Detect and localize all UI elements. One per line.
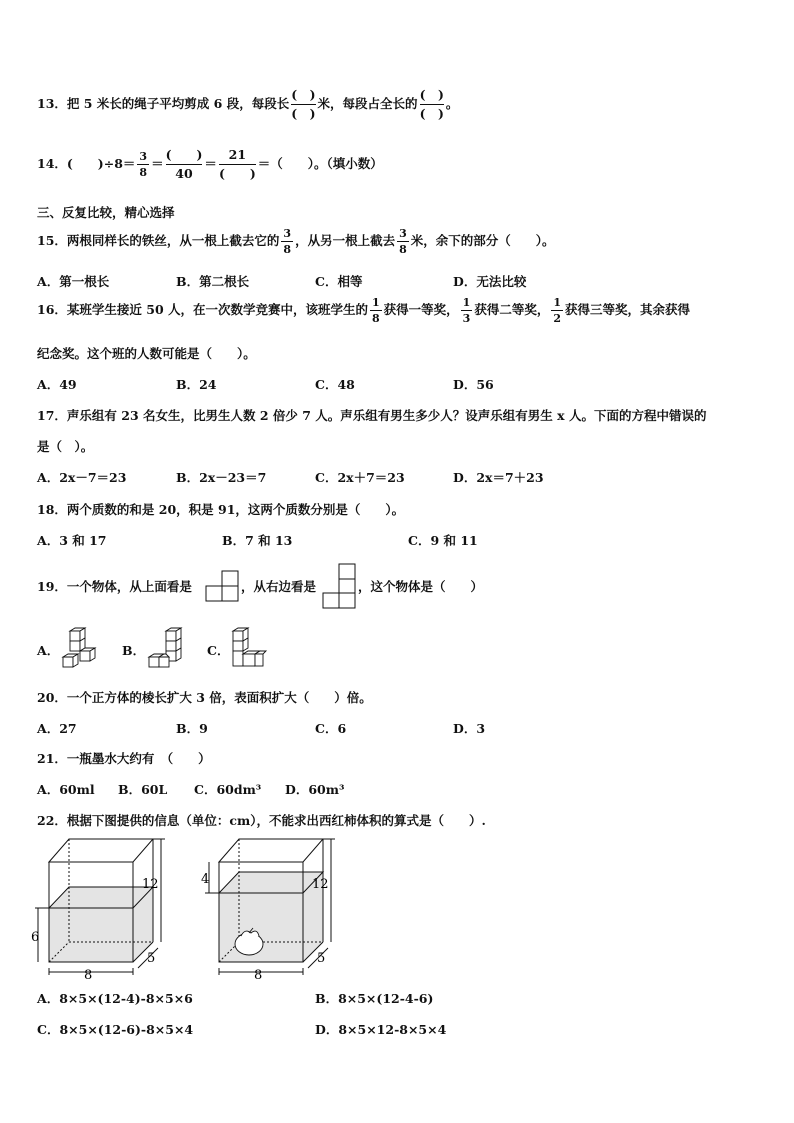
q15-f2-num: 3 — [399, 227, 407, 240]
q20-option-d[interactable]: D．3 — [453, 721, 486, 736]
q14-fraction-2[interactable] — [166, 148, 203, 181]
q15-mid: ，从另一根上截去 — [295, 233, 396, 248]
q16-fraction-1 — [370, 297, 382, 324]
container-figure-2 — [201, 832, 345, 983]
fig2-width-label: 5 — [317, 951, 326, 966]
q16-option-c[interactable]: C．48 — [315, 377, 355, 392]
q16-f2-den: 3 — [462, 312, 471, 325]
q16-fraction-3 — [551, 297, 563, 324]
q20-option-b[interactable]: B．9 — [176, 721, 208, 736]
fig1-height-water-label: 6 — [31, 930, 40, 945]
q19-end: ，这个物体是（ ） — [358, 579, 484, 594]
fig2-length-label: 8 — [254, 968, 263, 983]
question-15 — [37, 228, 555, 255]
q17-option-b[interactable]: B．2x－23＝7 — [176, 470, 267, 485]
top-view-figure — [205, 570, 239, 602]
q13-blank-den: ( ) — [291, 105, 316, 121]
fig2-top-gap-label: 4 — [201, 872, 210, 887]
cube-stack-a-icon[interactable] — [60, 627, 98, 669]
q17-option-a[interactable]: A．2x－7＝23 — [37, 470, 127, 485]
q16-f1-num: 1 — [372, 296, 380, 309]
q15-option-c[interactable]: C．相等 — [315, 274, 363, 289]
q13-mid: 米，每段占全长的 — [317, 95, 418, 111]
q16-line2: 纪念奖。这个班的人数可能是（ ）。 — [37, 346, 256, 361]
q22-option-b[interactable]: B．8×5×(12-4-6) — [315, 991, 434, 1006]
q20-option-a[interactable]: A．27 — [37, 721, 77, 736]
q18-option-b[interactable]: B．7 和 13 — [222, 533, 293, 548]
q14-f3-den: ( ) — [218, 165, 256, 181]
q14-fraction-1 — [137, 151, 149, 178]
q15-f2-den: 8 — [399, 243, 407, 256]
q16-option-b[interactable]: B．24 — [176, 377, 217, 392]
q16-f3-num: 1 — [553, 296, 561, 309]
side-view-figure — [322, 563, 356, 609]
q13-blank-fraction-2[interactable] — [420, 88, 444, 121]
q16-f2-num: 1 — [462, 296, 471, 309]
q21-option-c[interactable]: C．60dm³ — [194, 782, 262, 797]
q14-f3-num: 21 — [228, 147, 247, 162]
cube-stack-b-icon[interactable] — [146, 627, 184, 669]
q20-option-c[interactable]: C．6 — [315, 721, 347, 736]
question-18: 18．两个质数的和是 20，积是 91，这两个质数分别是（ ）。 — [37, 502, 405, 517]
q16-prefix: 16．某班学生接近 50 人，在一次数学竞赛中，该班学生的 — [37, 302, 368, 317]
q19-option-a[interactable]: A． — [37, 643, 60, 658]
q15-f1-den: 8 — [283, 243, 292, 256]
q16-option-a[interactable]: A．49 — [37, 377, 77, 392]
q19-prefix: 19．一个物体，从上面看是 — [37, 579, 192, 594]
cube-stack-c-icon[interactable] — [229, 627, 269, 669]
q18-option-c[interactable]: C．9 和 11 — [408, 533, 478, 548]
section-3-heading: 三、反复比较，精心选择 — [37, 205, 175, 220]
q15-end: 米，余下的部分（ ）。 — [410, 233, 555, 248]
q14-f2-num: ( ) — [165, 147, 203, 162]
question-16 — [37, 297, 690, 324]
question-21: 21．一瓶墨水大约有 （ ） — [37, 751, 211, 766]
q13-blank-fraction-1[interactable] — [291, 88, 315, 121]
q16-f3-den: 2 — [553, 312, 561, 325]
q16-fraction-2 — [461, 297, 473, 324]
q22-option-c[interactable]: C．8×5×(12-6)-8×5×4 — [37, 1022, 194, 1037]
q19-option-b[interactable]: B． — [122, 643, 146, 658]
q13-prefix: 13．把 5 米长的绳子平均剪成 6 段，每段长 — [37, 95, 290, 111]
q16-option-d[interactable]: D．56 — [453, 377, 494, 392]
container-figure-1 — [31, 832, 175, 983]
q19-mid: ，从右边看是 — [241, 579, 317, 594]
q14-end: ＝（ ）。（填小数） — [257, 155, 383, 171]
q21-option-d[interactable]: D．60m³ — [285, 782, 345, 797]
q15-option-d[interactable]: D．无法比较 — [453, 274, 527, 289]
question-13 — [37, 88, 458, 121]
q13-blank-den-2: ( ) — [419, 105, 444, 121]
q16-f1-den: 8 — [372, 312, 380, 325]
q17-option-d[interactable]: D．2x＝7＋23 — [453, 470, 544, 485]
fig1-length-label: 8 — [84, 968, 93, 983]
q13-blank-num: ( ) — [291, 87, 316, 102]
q14-f2-den: 40 — [175, 165, 193, 181]
fig1-height-label: 12 — [142, 877, 159, 892]
q15-prefix: 15．两根同样长的铁丝，从一根上截去它的 — [37, 233, 280, 248]
q15-fraction-1 — [281, 228, 293, 255]
q14-f1-num: 3 — [139, 149, 148, 163]
q14-fraction-3[interactable] — [219, 148, 256, 181]
q16-t1: 获得一等奖， — [383, 302, 459, 317]
q14-eq1: ＝ — [151, 155, 164, 171]
q16-t3: 获得三等奖，其余获得 — [565, 302, 691, 317]
question-22: 22．根据下图提供的信息（单位：cm），不能求出西红柿体积的算式是（ ）. — [37, 813, 486, 828]
question-20: 20．一个正方体的棱长扩大 3 倍，表面积扩大（ ）倍。 — [37, 690, 372, 705]
q15-option-a[interactable]: A．第一根长 — [37, 274, 110, 289]
q15-f1-num: 3 — [283, 227, 292, 240]
q14-eq2: ＝ — [204, 155, 217, 171]
q16-t2: 获得二等奖， — [474, 302, 550, 317]
fig1-width-label: 5 — [147, 951, 156, 966]
q17-line2: 是（ ）。 — [37, 439, 94, 454]
q14-f1-den: 8 — [139, 165, 148, 179]
question-14 — [37, 148, 383, 181]
q22-option-a[interactable]: A．8×5×(12-4)-8×5×6 — [37, 991, 193, 1006]
question-19 — [37, 577, 192, 595]
q13-blank-num-2: ( ) — [419, 87, 444, 102]
q19-option-c[interactable]: C． — [207, 643, 230, 658]
q13-end: 。 — [445, 95, 459, 111]
q21-option-a[interactable]: A．60ml — [37, 782, 95, 797]
q22-option-d[interactable]: D．8×5×12-8×5×4 — [315, 1022, 447, 1037]
q18-option-a[interactable]: A．3 和 17 — [37, 533, 107, 548]
q21-option-b[interactable]: B．60L — [118, 782, 168, 797]
fig2-height-label: 12 — [312, 877, 329, 892]
q14-prefix: 14．( )÷8＝ — [37, 155, 136, 171]
q15-fraction-2 — [397, 228, 409, 255]
q15-option-b[interactable]: B．第二根长 — [176, 274, 250, 289]
q17-option-c[interactable]: C．2x＋7＝23 — [315, 470, 405, 485]
q17-line1: 17．声乐组有 23 名女生，比男生人数 2 倍少 7 人。声乐组有男生多少人？设声乐组有男生 x 人。下面的方程中错误的 — [37, 408, 707, 423]
